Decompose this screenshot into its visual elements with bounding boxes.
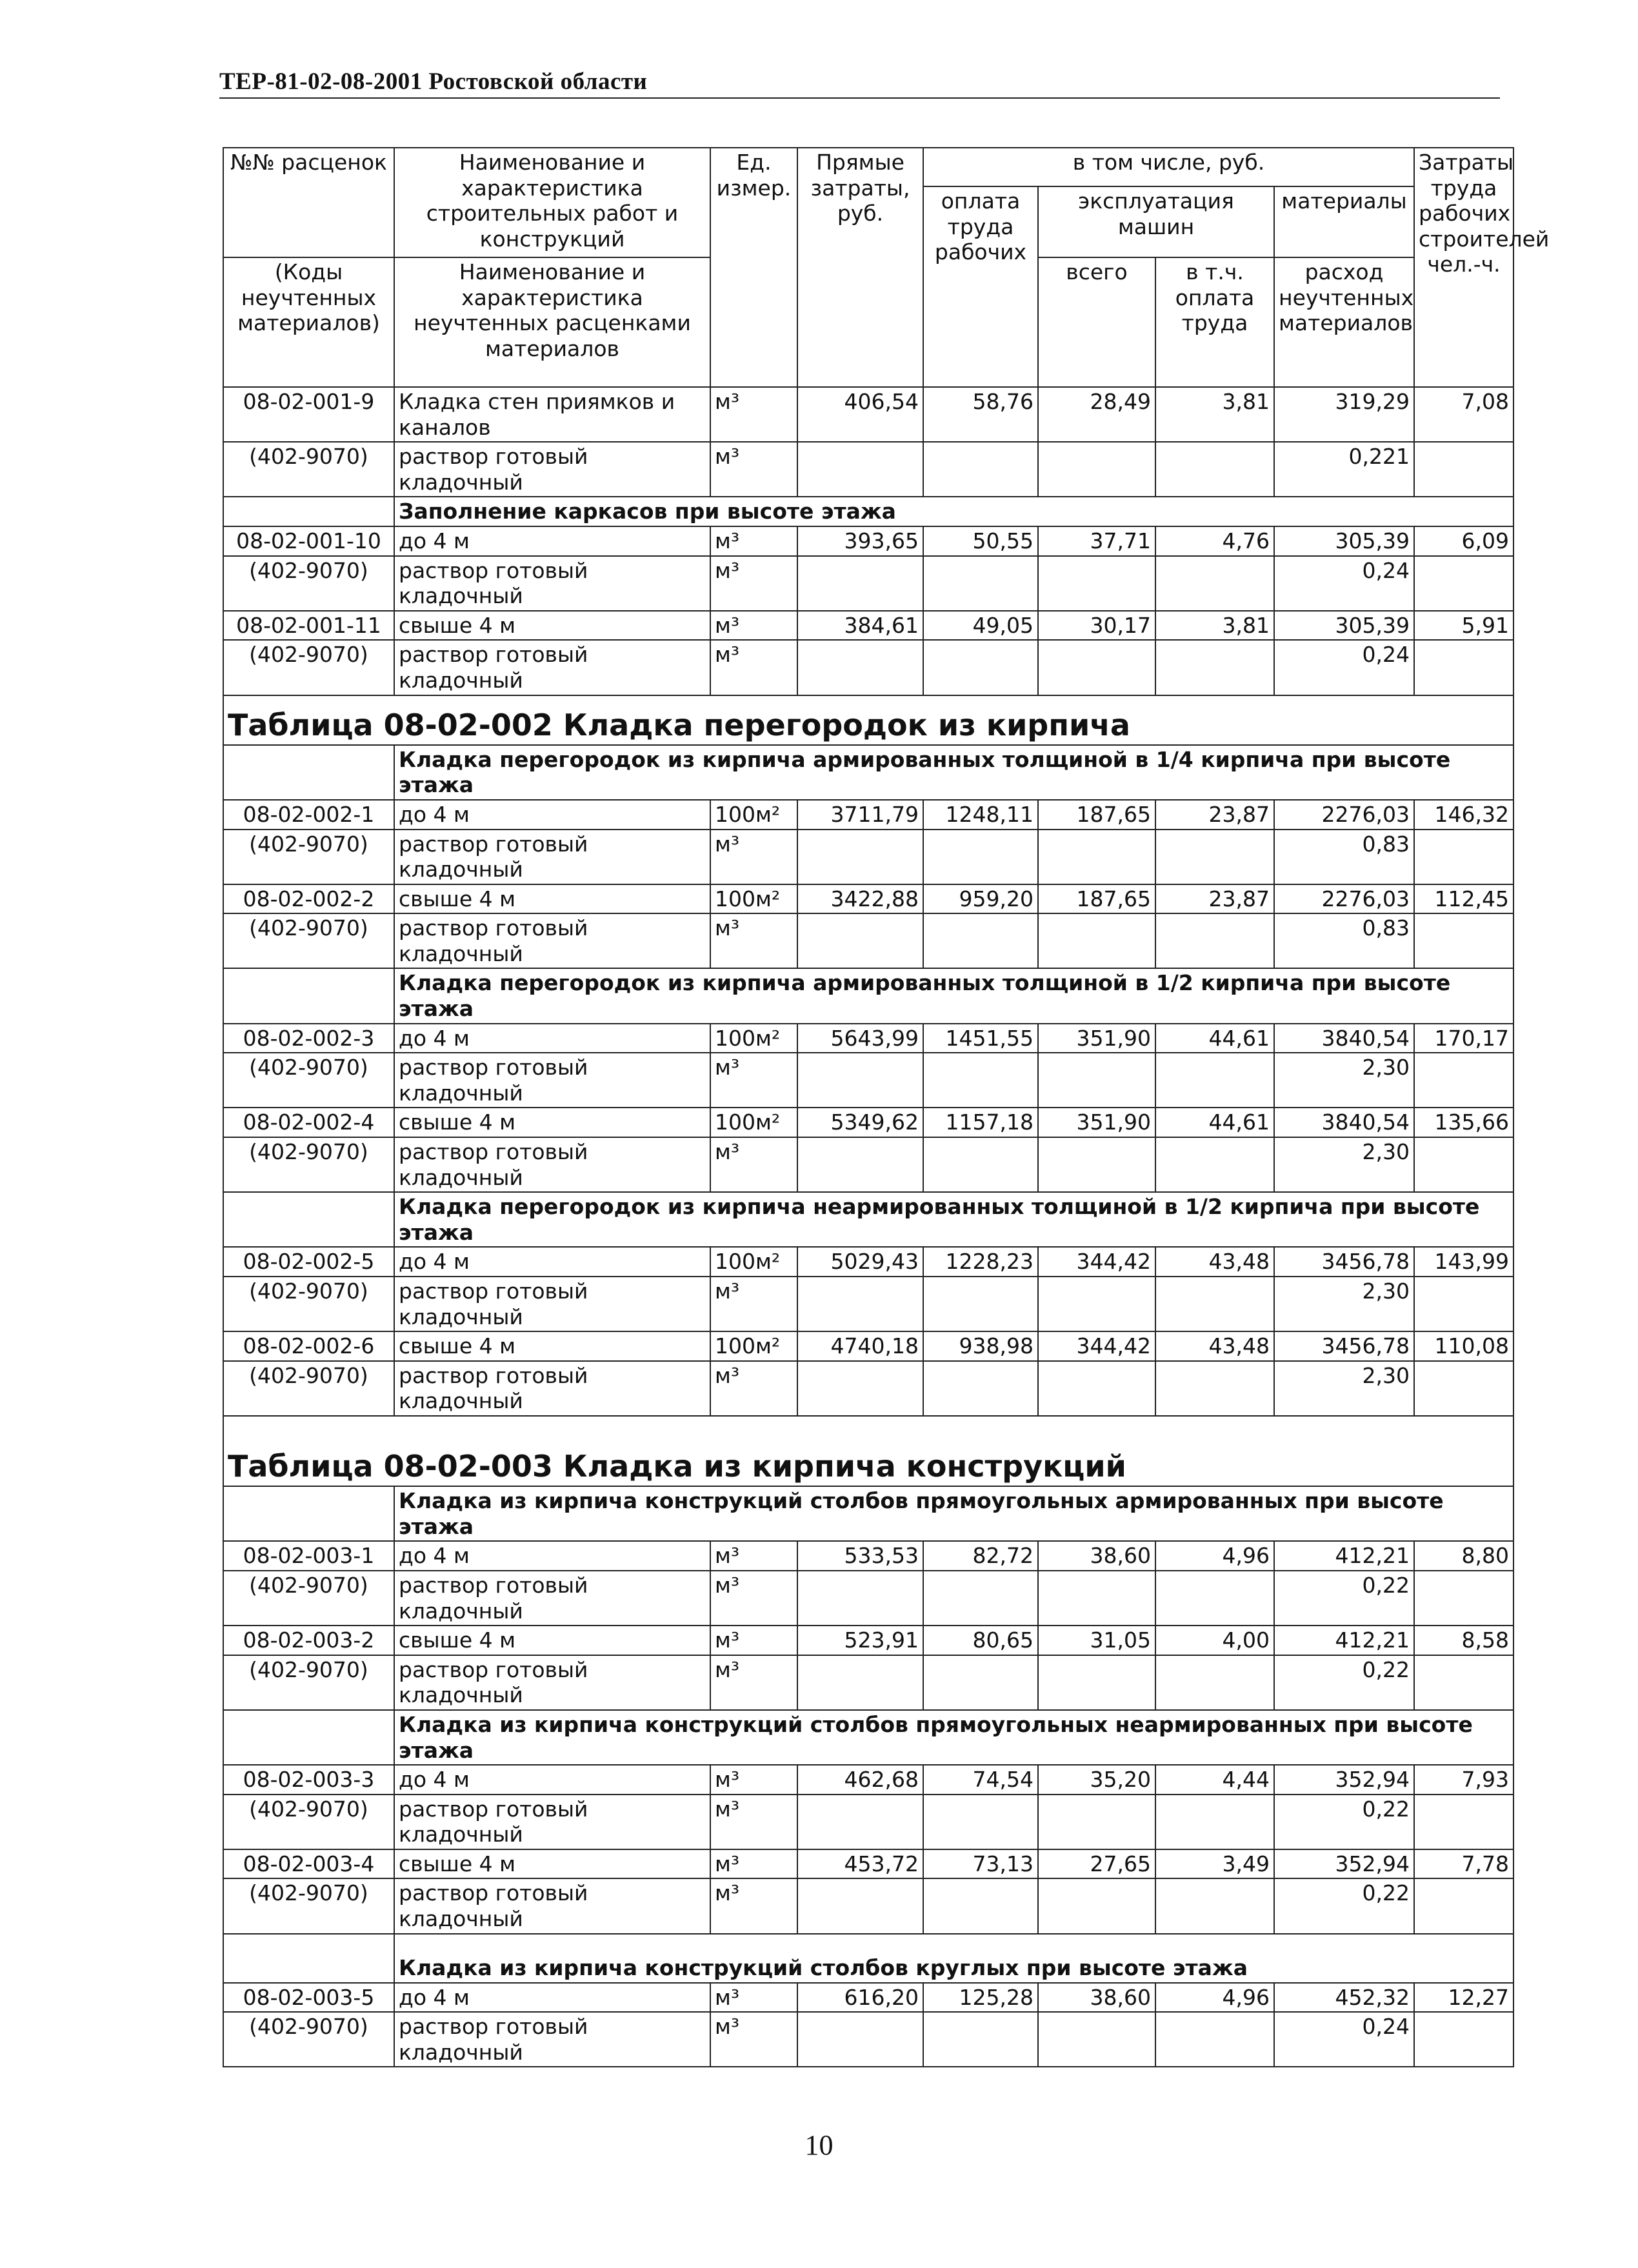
rate-pay: 49,05 bbox=[923, 611, 1038, 641]
material-unit: м³ bbox=[710, 2012, 797, 2067]
rate-direct: 406,54 bbox=[797, 387, 923, 442]
material-code: (402-9070) bbox=[223, 1053, 394, 1108]
rate-pay: 959,20 bbox=[923, 884, 1038, 914]
table-row bbox=[223, 800, 1513, 830]
rate-code: 08-02-003-3 bbox=[223, 1765, 394, 1795]
rate-direct: 533,53 bbox=[797, 1541, 923, 1571]
material-use: 2,30 bbox=[1274, 1277, 1414, 1331]
rate-name: до 4 м bbox=[394, 1983, 710, 2013]
rate-unit: 100м² bbox=[710, 1024, 797, 1053]
section-row bbox=[223, 497, 1513, 526]
rate-labor: 8,58 bbox=[1414, 1626, 1513, 1655]
table-title-row bbox=[223, 695, 1513, 745]
material-name: раствор готовый кладочный bbox=[394, 1571, 710, 1626]
table-title-row bbox=[223, 1416, 1513, 1486]
section-title: Кладка перегородок из кирпича армированных толщиной в 1/4 кирпича при высоте этажа bbox=[394, 745, 1513, 800]
material-code: (402-9070) bbox=[223, 913, 394, 968]
rate-name: свыше 4 м bbox=[394, 1626, 710, 1655]
rate-unit: м³ bbox=[710, 526, 797, 556]
col-name-bottom: Наименование и характеристика неучтенных расценками материалов bbox=[394, 257, 710, 387]
rate-direct: 4740,18 bbox=[797, 1331, 923, 1361]
rate-labor: 8,80 bbox=[1414, 1541, 1513, 1571]
rates-table-wrapper bbox=[223, 147, 1550, 2067]
material-unit: м³ bbox=[710, 640, 797, 695]
rate-direct: 462,68 bbox=[797, 1765, 923, 1795]
table-title: Таблица 08-02-003 Кладка из кирпича конструкций bbox=[223, 1416, 1513, 1486]
rate-pay: 74,54 bbox=[923, 1765, 1038, 1795]
rate-materials: 412,21 bbox=[1274, 1626, 1414, 1655]
rate-labor: 135,66 bbox=[1414, 1108, 1513, 1137]
material-code: (402-9070) bbox=[223, 1795, 394, 1849]
material-code: (402-9070) bbox=[223, 640, 394, 695]
rate-materials: 2276,03 bbox=[1274, 800, 1414, 830]
material-row bbox=[223, 1361, 1513, 1416]
material-name: раствор готовый кладочный bbox=[394, 556, 710, 611]
rate-labor: 7,93 bbox=[1414, 1765, 1513, 1795]
material-name: раствор готовый кладочный bbox=[394, 1878, 710, 1933]
material-name: раствор готовый кладочный bbox=[394, 640, 710, 695]
rate-unit: м³ bbox=[710, 611, 797, 641]
material-row bbox=[223, 1795, 1513, 1849]
rate-name: свыше 4 м bbox=[394, 1849, 710, 1879]
col-labor-costs: Затраты труда рабочих строителей чел.-ч. bbox=[1414, 148, 1513, 387]
rate-machines-labor: 4,76 bbox=[1155, 526, 1274, 556]
rate-labor: 12,27 bbox=[1414, 1983, 1513, 2013]
material-use: 2,30 bbox=[1274, 1361, 1414, 1416]
material-use: 0,24 bbox=[1274, 2012, 1414, 2067]
table-row bbox=[223, 387, 1513, 442]
table-row bbox=[223, 1247, 1513, 1277]
rate-machines-total: 31,05 bbox=[1038, 1626, 1155, 1655]
rate-direct: 5643,99 bbox=[797, 1024, 923, 1053]
table-row bbox=[223, 1849, 1513, 1879]
col-incl: в том числе, руб. bbox=[923, 148, 1414, 186]
rate-name: Кладка стен приямков и каналов bbox=[394, 387, 710, 442]
rate-machines-labor: 4,96 bbox=[1155, 1983, 1274, 2013]
rate-unit: 100м² bbox=[710, 1108, 797, 1137]
rate-materials: 412,21 bbox=[1274, 1541, 1414, 1571]
table-row bbox=[223, 1983, 1513, 2013]
rate-labor: 7,08 bbox=[1414, 387, 1513, 442]
rate-pay: 1248,11 bbox=[923, 800, 1038, 830]
rate-labor: 6,09 bbox=[1414, 526, 1513, 556]
material-row bbox=[223, 1053, 1513, 1108]
rate-labor: 170,17 bbox=[1414, 1024, 1513, 1053]
rate-machines-total: 344,42 bbox=[1038, 1331, 1155, 1361]
rate-materials: 452,32 bbox=[1274, 1983, 1414, 2013]
rate-direct: 3711,79 bbox=[797, 800, 923, 830]
rate-machines-total: 38,60 bbox=[1038, 1983, 1155, 2013]
rates-table bbox=[223, 147, 1550, 2067]
rate-code: 08-02-003-4 bbox=[223, 1849, 394, 1879]
rate-name: до 4 м bbox=[394, 1765, 710, 1795]
rate-materials: 3456,78 bbox=[1274, 1247, 1414, 1277]
rate-machines-labor: 43,48 bbox=[1155, 1247, 1274, 1277]
section-title: Заполнение каркасов при высоте этажа bbox=[394, 497, 1513, 526]
material-unit: м³ bbox=[710, 1571, 797, 1626]
material-row bbox=[223, 830, 1513, 884]
material-code: (402-9070) bbox=[223, 1655, 394, 1710]
rate-materials: 305,39 bbox=[1274, 611, 1414, 641]
material-name: раствор готовый кладочный bbox=[394, 1795, 710, 1849]
rate-machines-labor: 43,48 bbox=[1155, 1331, 1274, 1361]
material-code: (402-9070) bbox=[223, 1361, 394, 1416]
rate-name: свыше 4 м bbox=[394, 1108, 710, 1137]
rate-machines-total: 28,49 bbox=[1038, 387, 1155, 442]
rate-machines-total: 187,65 bbox=[1038, 884, 1155, 914]
rate-direct: 5349,62 bbox=[797, 1108, 923, 1137]
material-row bbox=[223, 1655, 1513, 1710]
material-unit: м³ bbox=[710, 1053, 797, 1108]
section-row bbox=[223, 1192, 1513, 1247]
material-use: 0,24 bbox=[1274, 556, 1414, 611]
rate-code: 08-02-002-6 bbox=[223, 1331, 394, 1361]
rate-machines-labor: 4,44 bbox=[1155, 1765, 1274, 1795]
table-row bbox=[223, 1626, 1513, 1655]
material-unit: м³ bbox=[710, 913, 797, 968]
rate-machines-labor: 3,81 bbox=[1155, 387, 1274, 442]
rate-materials: 2276,03 bbox=[1274, 884, 1414, 914]
rate-code: 08-02-003-1 bbox=[223, 1541, 394, 1571]
rate-materials: 305,39 bbox=[1274, 526, 1414, 556]
table-row bbox=[223, 1331, 1513, 1361]
material-row bbox=[223, 913, 1513, 968]
material-name: раствор готовый кладочный bbox=[394, 442, 710, 497]
rate-materials: 3456,78 bbox=[1274, 1331, 1414, 1361]
table-row bbox=[223, 884, 1513, 914]
material-row bbox=[223, 1137, 1513, 1192]
material-unit: м³ bbox=[710, 830, 797, 884]
rate-machines-labor: 4,96 bbox=[1155, 1541, 1274, 1571]
rate-labor: 5,91 bbox=[1414, 611, 1513, 641]
material-name: раствор готовый кладочный bbox=[394, 1361, 710, 1416]
rate-machines-total: 37,71 bbox=[1038, 526, 1155, 556]
section-row bbox=[223, 968, 1513, 1023]
material-use: 0,83 bbox=[1274, 913, 1414, 968]
rate-labor: 143,99 bbox=[1414, 1247, 1513, 1277]
rate-unit: м³ bbox=[710, 1983, 797, 2013]
rate-materials: 3840,54 bbox=[1274, 1108, 1414, 1137]
col-machines: эксплуатация машин bbox=[1038, 186, 1274, 257]
table-row bbox=[223, 1541, 1513, 1571]
rate-code: 08-02-002-2 bbox=[223, 884, 394, 914]
section-row bbox=[223, 1934, 1513, 1983]
material-name: раствор готовый кладочный bbox=[394, 1655, 710, 1710]
rate-name: до 4 м bbox=[394, 800, 710, 830]
col-machines-labor: в т.ч. оплата труда bbox=[1155, 257, 1274, 387]
rate-pay: 50,55 bbox=[923, 526, 1038, 556]
material-unit: м³ bbox=[710, 1137, 797, 1192]
rate-code: 08-02-002-4 bbox=[223, 1108, 394, 1137]
rate-name: до 4 м bbox=[394, 526, 710, 556]
material-name: раствор готовый кладочный bbox=[394, 1137, 710, 1192]
rate-pay: 80,65 bbox=[923, 1626, 1038, 1655]
rate-unit: 100м² bbox=[710, 1331, 797, 1361]
rate-unit: м³ bbox=[710, 1849, 797, 1879]
material-use: 0,22 bbox=[1274, 1571, 1414, 1626]
rate-materials: 352,94 bbox=[1274, 1849, 1414, 1879]
material-code: (402-9070) bbox=[223, 830, 394, 884]
col-name-top: Наименование и характеристика строительных работ и конструкций bbox=[394, 148, 710, 257]
material-code: (402-9070) bbox=[223, 1277, 394, 1331]
material-code: (402-9070) bbox=[223, 1878, 394, 1933]
section-title: Кладка перегородок из кирпича армированных толщиной в 1/2 кирпича при высоте этажа bbox=[394, 968, 1513, 1023]
rate-machines-labor: 3,49 bbox=[1155, 1849, 1274, 1879]
rate-labor: 7,78 bbox=[1414, 1849, 1513, 1879]
rate-unit: м³ bbox=[710, 387, 797, 442]
table-row bbox=[223, 1108, 1513, 1137]
section-row bbox=[223, 745, 1513, 800]
rate-machines-total: 38,60 bbox=[1038, 1541, 1155, 1571]
rate-materials: 352,94 bbox=[1274, 1765, 1414, 1795]
rate-machines-total: 30,17 bbox=[1038, 611, 1155, 641]
rate-unit: 100м² bbox=[710, 800, 797, 830]
rate-direct: 393,65 bbox=[797, 526, 923, 556]
material-row bbox=[223, 2012, 1513, 2067]
material-row bbox=[223, 640, 1513, 695]
material-use: 0,83 bbox=[1274, 830, 1414, 884]
material-code: (402-9070) bbox=[223, 556, 394, 611]
rate-code: 08-02-003-2 bbox=[223, 1626, 394, 1655]
rate-pay: 58,76 bbox=[923, 387, 1038, 442]
material-unit: м³ bbox=[710, 1655, 797, 1710]
rate-machines-labor: 44,61 bbox=[1155, 1108, 1274, 1137]
material-use: 0,24 bbox=[1274, 640, 1414, 695]
table-row bbox=[223, 611, 1513, 641]
rate-name: свыше 4 м bbox=[394, 611, 710, 641]
material-name: раствор готовый кладочный bbox=[394, 2012, 710, 2067]
rate-code: 08-02-001-9 bbox=[223, 387, 394, 442]
table-row bbox=[223, 1765, 1513, 1795]
rate-pay: 73,13 bbox=[923, 1849, 1038, 1879]
rate-direct: 5029,43 bbox=[797, 1247, 923, 1277]
material-use: 0,22 bbox=[1274, 1878, 1414, 1933]
rate-machines-labor: 4,00 bbox=[1155, 1626, 1274, 1655]
section-title: Кладка из кирпича конструкций столбов прямоугольных неармированных при высоте этажа bbox=[394, 1710, 1513, 1765]
material-code: (402-9070) bbox=[223, 2012, 394, 2067]
rate-machines-total: 187,65 bbox=[1038, 800, 1155, 830]
table-title: Таблица 08-02-002 Кладка перегородок из кирпича bbox=[223, 695, 1513, 745]
col-code-top: №№ расценок bbox=[223, 148, 394, 257]
col-materials: материалы bbox=[1274, 186, 1414, 257]
rate-code: 08-02-002-1 bbox=[223, 800, 394, 830]
col-unit: Ед. измер. bbox=[710, 148, 797, 387]
rate-unit: м³ bbox=[710, 1626, 797, 1655]
material-row bbox=[223, 556, 1513, 611]
material-use: 0,22 bbox=[1274, 1795, 1414, 1849]
material-name: раствор готовый кладочный bbox=[394, 1053, 710, 1108]
rate-machines-total: 27,65 bbox=[1038, 1849, 1155, 1879]
rate-machines-labor: 23,87 bbox=[1155, 884, 1274, 914]
page-number: 10 bbox=[804, 2129, 834, 2161]
rate-machines-labor: 3,81 bbox=[1155, 611, 1274, 641]
material-code: (402-9070) bbox=[223, 1137, 394, 1192]
section-title: Кладка перегородок из кирпича неармированных толщиной в 1/2 кирпича при высоте этажа bbox=[394, 1192, 1513, 1247]
rate-direct: 616,20 bbox=[797, 1983, 923, 2013]
material-use: 2,30 bbox=[1274, 1137, 1414, 1192]
rate-direct: 453,72 bbox=[797, 1849, 923, 1879]
rate-labor: 112,45 bbox=[1414, 884, 1513, 914]
rate-unit: 100м² bbox=[710, 1247, 797, 1277]
page-header: ТЕР-81-02-08-2001 Ростовской области bbox=[219, 68, 1500, 99]
section-title: Кладка из кирпича конструкций столбов круглых при высоте этажа bbox=[394, 1934, 1513, 1983]
material-code: (402-9070) bbox=[223, 442, 394, 497]
material-row bbox=[223, 1878, 1513, 1933]
rate-pay: 1228,23 bbox=[923, 1247, 1038, 1277]
table-row bbox=[223, 526, 1513, 556]
material-code: (402-9070) bbox=[223, 1571, 394, 1626]
rate-unit: м³ bbox=[710, 1765, 797, 1795]
rate-name: до 4 м bbox=[394, 1247, 710, 1277]
material-row bbox=[223, 442, 1513, 497]
rate-pay: 82,72 bbox=[923, 1541, 1038, 1571]
rate-code: 08-02-002-3 bbox=[223, 1024, 394, 1053]
rate-pay: 1157,18 bbox=[923, 1108, 1038, 1137]
col-machines-total: всего bbox=[1038, 257, 1155, 387]
section-title: Кладка из кирпича конструкций столбов прямоугольных армированных при высоте этажа bbox=[394, 1486, 1513, 1541]
rate-direct: 523,91 bbox=[797, 1626, 923, 1655]
rate-machines-total: 344,42 bbox=[1038, 1247, 1155, 1277]
section-row bbox=[223, 1486, 1513, 1541]
rate-pay: 1451,55 bbox=[923, 1024, 1038, 1053]
material-row bbox=[223, 1277, 1513, 1331]
col-materials-use: расход неучтенных материалов bbox=[1274, 257, 1414, 387]
rate-direct: 384,61 bbox=[797, 611, 923, 641]
material-unit: м³ bbox=[710, 1795, 797, 1849]
material-unit: м³ bbox=[710, 1361, 797, 1416]
material-name: раствор готовый кладочный bbox=[394, 1277, 710, 1331]
rate-machines-labor: 44,61 bbox=[1155, 1024, 1274, 1053]
rate-name: до 4 м bbox=[394, 1024, 710, 1053]
rate-materials: 319,29 bbox=[1274, 387, 1414, 442]
rate-code: 08-02-003-5 bbox=[223, 1983, 394, 2013]
rate-name: свыше 4 м bbox=[394, 884, 710, 914]
material-use: 2,30 bbox=[1274, 1053, 1414, 1108]
rate-labor: 110,08 bbox=[1414, 1331, 1513, 1361]
material-unit: м³ bbox=[710, 1277, 797, 1331]
rate-pay: 125,28 bbox=[923, 1983, 1038, 2013]
rate-machines-total: 351,90 bbox=[1038, 1024, 1155, 1053]
rate-unit: м³ bbox=[710, 1541, 797, 1571]
col-labor-pay: оплата труда рабочих bbox=[923, 186, 1038, 387]
section-row bbox=[223, 1710, 1513, 1765]
rate-name: свыше 4 м bbox=[394, 1331, 710, 1361]
rate-direct: 3422,88 bbox=[797, 884, 923, 914]
material-row bbox=[223, 1571, 1513, 1626]
rate-machines-total: 351,90 bbox=[1038, 1108, 1155, 1137]
rate-pay: 938,98 bbox=[923, 1331, 1038, 1361]
material-unit: м³ bbox=[710, 556, 797, 611]
rate-unit: 100м² bbox=[710, 884, 797, 914]
material-use: 0,22 bbox=[1274, 1655, 1414, 1710]
rate-code: 08-02-001-10 bbox=[223, 526, 394, 556]
col-direct: Прямые затраты, руб. bbox=[797, 148, 923, 387]
rate-machines-total: 35,20 bbox=[1038, 1765, 1155, 1795]
rate-code: 08-02-001-11 bbox=[223, 611, 394, 641]
col-code-bottom: (Коды неучтенных материалов) bbox=[223, 257, 394, 387]
rate-materials: 3840,54 bbox=[1274, 1024, 1414, 1053]
rate-name: до 4 м bbox=[394, 1541, 710, 1571]
material-name: раствор готовый кладочный bbox=[394, 913, 710, 968]
material-unit: м³ bbox=[710, 1878, 797, 1933]
rate-machines-labor: 23,87 bbox=[1155, 800, 1274, 830]
table-row bbox=[223, 1024, 1513, 1053]
rate-labor: 146,32 bbox=[1414, 800, 1513, 830]
material-name: раствор готовый кладочный bbox=[394, 830, 710, 884]
material-unit: м³ bbox=[710, 442, 797, 497]
rate-code: 08-02-002-5 bbox=[223, 1247, 394, 1277]
material-use: 0,221 bbox=[1274, 442, 1414, 497]
